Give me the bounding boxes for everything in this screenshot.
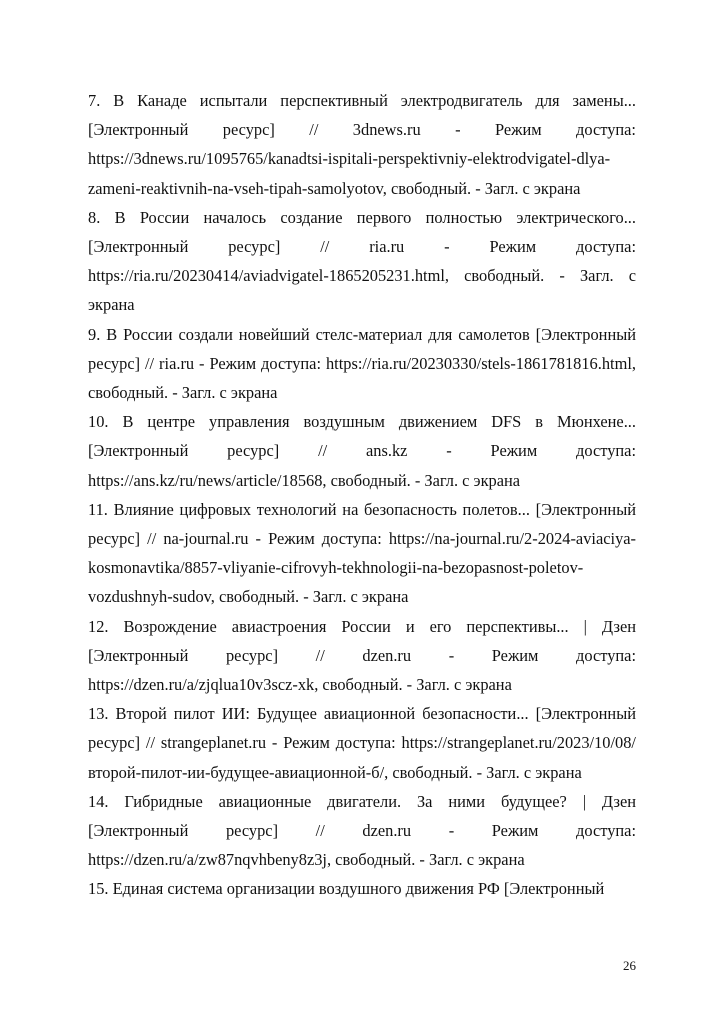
reference-item-12: 12. Возрождение авиастроения России и его перспективы... | Дзен [Электронный ресурс] // dzen.ru - Режим доступа: https://dzen.ru/a/zjqlua10v3scz-xk, свободный. - Загл. с экрана bbox=[88, 616, 636, 695]
reference-item-8: 8. В России началось создание первого полностью электрического... [Электронный ресурс] // ria.ru - Режим доступа: https://ria.ru/20230414/aviadvigatel-1865205231.html, свободный. - Загл. с экрана bbox=[88, 207, 636, 315]
reference-item-10: 10. В центре управления воздушным движением DFS в Мюнхене... [Электронный ресурс] // ans.kz - Режим доступа: https://ans.kz/ru/news/article/18568, свободный. - Загл. с экрана bbox=[88, 412, 636, 490]
page-number: 26 bbox=[623, 958, 636, 973]
reference-item-14: 14. Гибридные авиационные двигатели. За ними будущее? | Дзен [Электронный ресурс] // dzen.ru - Режим доступа: https://dzen.ru/a/zw87nqvhbeny8z3j, свободный. - Загл. с экрана bbox=[88, 791, 636, 870]
reference-item-7: 7. В Канаде испытали перспективный электродвигатель для замены... [Электронный ресурс] // 3dnews.ru - Режим доступа: https://3dnews.ru/1095765/kanadtsi-ispitali-perspektivniy-elektrodvigatel-dlya-zameni-reaktivnih-na-vseh-tipah-samolyotov, свободный. - Загл. с экрана bbox=[88, 91, 636, 198]
reference-item-15: 15. Единая система организации воздушного движения РФ [Электронный bbox=[88, 879, 605, 899]
reference-item-9: 9. В России создали новейший стелс-материал для самолетов [Электронный ресурс] // ria.ru - Режим доступа: https://ria.ru/20230330/stels-1861781816.html, свободный. - Загл. с экрана bbox=[88, 324, 636, 403]
reference-list bbox=[88, 86, 636, 904]
reference-item-11: 11. Влияние цифровых технологий на безопасность полетов... [Электронный ресурс] // na-journal.ru - Режим доступа: https://na-journal.ru/2-2024-aviaciya-kosmonavtika/8857-vliyanie-cifrovyh-tekhnologii-na-bezopasnost-poletov-vozdushnyh-sudov, свободный. - Загл. с экрана bbox=[88, 499, 636, 607]
reference-item-13: 13. Второй пилот ИИ: Будущее авиационной безопасности... [Электронный ресурс] // strangeplanet.ru - Режим доступа: https://strangeplanet.ru/2023/10/08/второй-пилот-ии-будущее-авиационной-б/, свободный. - Загл. с экрана bbox=[88, 704, 636, 782]
